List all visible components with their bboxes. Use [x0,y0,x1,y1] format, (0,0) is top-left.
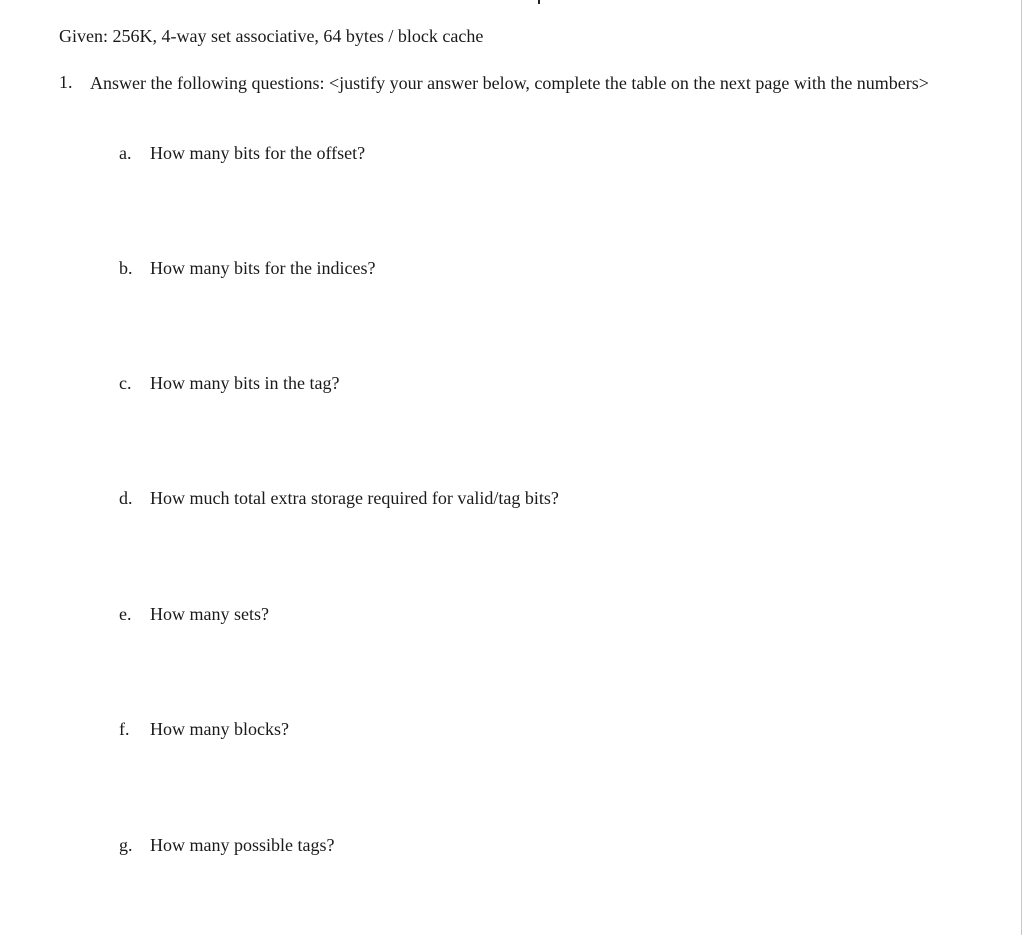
scan-mark [538,0,540,4]
subquestion-text: How many bits for the offset? [150,143,366,163]
question-text: Answer the following questions: <justify your answer below, complete the table on the next page with the numbers> [90,73,929,93]
subquestion-letter: a. [119,143,132,163]
subquestion-letter: b. [119,258,133,278]
subquestion-text: How many bits for the indices? [150,258,376,278]
question-number: 1. [59,72,73,92]
subquestion-letter: g. [119,835,133,855]
subquestion-g [119,835,334,856]
subquestion-letter: f. [119,719,130,739]
subquestion-text: How much total extra storage required for valid/tag bits? [150,488,559,508]
subquestion-text: How many possible tags? [150,835,335,855]
subquestion-a [119,143,365,164]
subquestion-f [119,719,289,740]
subquestion-e [119,604,269,625]
subquestion-b [119,258,375,279]
subquestion-letter: e. [119,604,132,624]
given-statement: Given: 256K, 4-way set associative, 64 bytes / block cache [59,26,484,46]
subquestion-letter: c. [119,373,132,393]
subquestion-letter: d. [119,488,133,508]
subquestion-text: How many sets? [150,604,269,624]
subquestion-c [119,373,339,394]
page-edge [1021,0,1022,935]
subquestion-text: How many bits in the tag? [150,373,340,393]
subquestion-d [119,488,559,509]
subquestion-text: How many blocks? [150,719,289,739]
